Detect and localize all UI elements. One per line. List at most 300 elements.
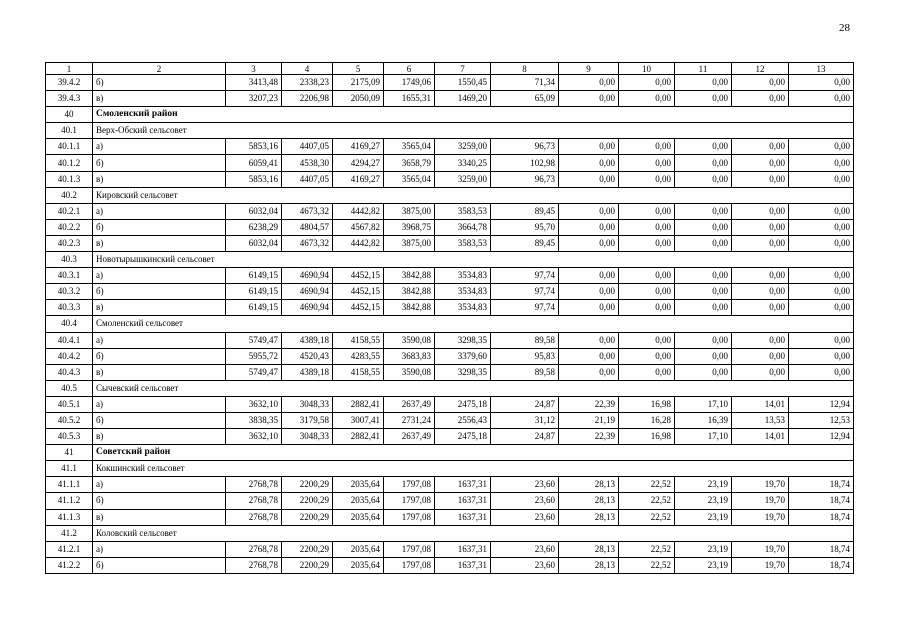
value-cell: 16,98 xyxy=(619,396,675,412)
row-code: 39.4.3 xyxy=(46,91,93,107)
value-cell: 2882,41 xyxy=(333,429,384,445)
column-number-row xyxy=(46,63,854,75)
value-cell: 0,00 xyxy=(732,235,789,251)
value-cell: 0,00 xyxy=(732,364,789,380)
value-cell: 0,00 xyxy=(675,91,732,107)
value-cell: 1469,20 xyxy=(435,91,491,107)
value-cell: 0,00 xyxy=(789,139,854,155)
value-cell: 0,00 xyxy=(675,203,732,219)
table-row xyxy=(46,477,854,493)
row-code: 40.3.2 xyxy=(46,284,93,300)
value-cell: 0,00 xyxy=(559,91,619,107)
value-cell: 3259,00 xyxy=(435,139,491,155)
value-cell: 23,19 xyxy=(675,477,732,493)
value-cell: 3379,60 xyxy=(435,348,491,364)
value-cell: 2200,29 xyxy=(282,477,333,493)
row-subitem: в) xyxy=(93,509,226,525)
value-cell: 3658,79 xyxy=(384,155,435,171)
value-cell: 4690,94 xyxy=(282,268,333,284)
row-subitem: б) xyxy=(93,75,226,91)
value-cell: 3259,00 xyxy=(435,171,491,187)
value-cell: 71,34 xyxy=(491,75,559,91)
row-subitem: в) xyxy=(93,364,226,380)
value-cell: 18,74 xyxy=(789,493,854,509)
value-cell: 2200,29 xyxy=(282,493,333,509)
value-cell: 23,19 xyxy=(675,557,732,573)
row-subitem: а) xyxy=(93,332,226,348)
column-number: 4 xyxy=(282,63,333,75)
row-code: 41.1.1 xyxy=(46,477,93,493)
value-cell: 22,39 xyxy=(559,396,619,412)
value-cell: 18,74 xyxy=(789,477,854,493)
table-row xyxy=(46,268,854,284)
value-cell: 96,73 xyxy=(491,139,559,155)
value-cell: 4673,32 xyxy=(282,203,333,219)
value-cell: 13,53 xyxy=(732,412,789,428)
value-cell: 0,00 xyxy=(619,139,675,155)
value-cell: 95,83 xyxy=(491,348,559,364)
value-cell: 0,00 xyxy=(675,219,732,235)
value-cell: 24,87 xyxy=(491,429,559,445)
value-cell: 89,58 xyxy=(491,364,559,380)
page-number: 28 xyxy=(839,22,850,34)
value-cell: 2637,49 xyxy=(384,396,435,412)
value-cell: 18,74 xyxy=(789,509,854,525)
council-title: Кокшинский сельсовет xyxy=(93,461,854,477)
row-subitem: а) xyxy=(93,541,226,557)
value-cell: 0,00 xyxy=(559,332,619,348)
value-cell: 97,74 xyxy=(491,284,559,300)
value-cell: 0,00 xyxy=(619,171,675,187)
value-cell: 4690,94 xyxy=(282,300,333,316)
row-code: 40.3 xyxy=(46,252,93,268)
row-code: 40.4.3 xyxy=(46,364,93,380)
value-cell: 28,13 xyxy=(559,493,619,509)
value-cell: 3590,08 xyxy=(384,332,435,348)
table-row xyxy=(46,541,854,557)
value-cell: 2882,41 xyxy=(333,396,384,412)
value-cell: 3875,00 xyxy=(384,203,435,219)
value-cell: 23,19 xyxy=(675,541,732,557)
value-cell: 0,00 xyxy=(789,300,854,316)
value-cell: 3683,83 xyxy=(384,348,435,364)
council-row xyxy=(46,380,854,396)
value-cell: 3842,88 xyxy=(384,284,435,300)
value-cell: 2475,18 xyxy=(435,396,491,412)
value-cell: 89,58 xyxy=(491,332,559,348)
value-cell: 3534,83 xyxy=(435,268,491,284)
value-cell: 0,00 xyxy=(559,203,619,219)
table-row xyxy=(46,364,854,380)
row-code: 40.2.1 xyxy=(46,203,93,219)
value-cell: 5853,16 xyxy=(226,171,282,187)
value-cell: 0,00 xyxy=(675,235,732,251)
value-cell: 12,53 xyxy=(789,412,854,428)
value-cell: 3413,48 xyxy=(226,75,282,91)
value-cell: 2200,29 xyxy=(282,509,333,525)
value-cell: 4567,82 xyxy=(333,219,384,235)
row-code: 40.3.3 xyxy=(46,300,93,316)
row-subitem: б) xyxy=(93,284,226,300)
value-cell: 22,52 xyxy=(619,477,675,493)
row-code: 40.1.2 xyxy=(46,155,93,171)
row-code: 40.5.3 xyxy=(46,429,93,445)
value-cell: 0,00 xyxy=(675,171,732,187)
value-cell: 2338,23 xyxy=(282,75,333,91)
value-cell: 3048,33 xyxy=(282,429,333,445)
row-subitem: а) xyxy=(93,477,226,493)
row-code: 40.1.1 xyxy=(46,139,93,155)
row-code: 41.2 xyxy=(46,525,93,541)
value-cell: 0,00 xyxy=(619,364,675,380)
value-cell: 1797,08 xyxy=(384,477,435,493)
value-cell: 0,00 xyxy=(789,268,854,284)
value-cell: 1637,31 xyxy=(435,493,491,509)
value-cell: 4690,94 xyxy=(282,284,333,300)
value-cell: 0,00 xyxy=(675,364,732,380)
value-cell: 3632,10 xyxy=(226,396,282,412)
value-cell: 0,00 xyxy=(619,75,675,91)
value-cell: 6238,29 xyxy=(226,219,282,235)
value-cell: 3207,23 xyxy=(226,91,282,107)
value-cell: 1550,45 xyxy=(435,75,491,91)
value-cell: 2200,29 xyxy=(282,541,333,557)
value-cell: 6149,15 xyxy=(226,268,282,284)
value-cell: 31,12 xyxy=(491,412,559,428)
value-cell: 0,00 xyxy=(732,203,789,219)
value-cell: 1797,08 xyxy=(384,509,435,525)
value-cell: 12,94 xyxy=(789,396,854,412)
value-cell: 22,52 xyxy=(619,509,675,525)
value-cell: 3565,04 xyxy=(384,171,435,187)
row-subitem: в) xyxy=(93,91,226,107)
table-row xyxy=(46,412,854,428)
value-cell: 0,00 xyxy=(789,75,854,91)
value-cell: 19,70 xyxy=(732,557,789,573)
value-cell: 0,00 xyxy=(675,348,732,364)
table-row xyxy=(46,235,854,251)
value-cell: 0,00 xyxy=(789,332,854,348)
council-row xyxy=(46,123,854,139)
table-row xyxy=(46,429,854,445)
value-cell: 6059,41 xyxy=(226,155,282,171)
table-row xyxy=(46,171,854,187)
value-cell: 0,00 xyxy=(732,91,789,107)
column-number: 11 xyxy=(675,63,732,75)
value-cell: 0,00 xyxy=(789,91,854,107)
value-cell: 28,13 xyxy=(559,477,619,493)
value-cell: 0,00 xyxy=(789,171,854,187)
value-cell: 22,52 xyxy=(619,493,675,509)
value-cell: 89,45 xyxy=(491,235,559,251)
value-cell: 0,00 xyxy=(619,332,675,348)
column-number: 12 xyxy=(732,63,789,75)
value-cell: 1637,31 xyxy=(435,509,491,525)
row-subitem: а) xyxy=(93,268,226,284)
value-cell: 19,70 xyxy=(732,509,789,525)
value-cell: 96,73 xyxy=(491,171,559,187)
value-cell: 4407,05 xyxy=(282,139,333,155)
value-cell: 0,00 xyxy=(619,203,675,219)
value-cell: 4452,15 xyxy=(333,284,384,300)
value-cell: 0,00 xyxy=(789,219,854,235)
row-code: 40.5 xyxy=(46,380,93,396)
value-cell: 3842,88 xyxy=(384,300,435,316)
row-subitem: в) xyxy=(93,429,226,445)
row-code: 40.1 xyxy=(46,123,93,139)
row-code: 40.1.3 xyxy=(46,171,93,187)
value-cell: 4442,82 xyxy=(333,235,384,251)
value-cell: 97,74 xyxy=(491,300,559,316)
table-body xyxy=(46,63,854,574)
value-cell: 0,00 xyxy=(559,364,619,380)
council-row xyxy=(46,187,854,203)
value-cell: 2637,49 xyxy=(384,429,435,445)
value-cell: 3179,58 xyxy=(282,412,333,428)
column-number: 9 xyxy=(559,63,619,75)
region-title: Советский район xyxy=(93,445,854,461)
value-cell: 2556,43 xyxy=(435,412,491,428)
value-cell: 23,60 xyxy=(491,541,559,557)
value-cell: 0,00 xyxy=(619,219,675,235)
value-cell: 89,45 xyxy=(491,203,559,219)
value-cell: 0,00 xyxy=(732,75,789,91)
value-cell: 6032,04 xyxy=(226,203,282,219)
row-code: 40.5.2 xyxy=(46,412,93,428)
value-cell: 1655,31 xyxy=(384,91,435,107)
value-cell: 3340,25 xyxy=(435,155,491,171)
value-cell: 102,98 xyxy=(491,155,559,171)
row-code: 40.5.1 xyxy=(46,396,93,412)
value-cell: 6149,15 xyxy=(226,300,282,316)
value-cell: 3664,78 xyxy=(435,219,491,235)
value-cell: 2768,78 xyxy=(226,493,282,509)
row-code: 41.1.2 xyxy=(46,493,93,509)
value-cell: 3534,83 xyxy=(435,300,491,316)
value-cell: 0,00 xyxy=(675,75,732,91)
value-cell: 23,60 xyxy=(491,493,559,509)
value-cell: 0,00 xyxy=(619,91,675,107)
value-cell: 4389,18 xyxy=(282,332,333,348)
value-cell: 0,00 xyxy=(732,348,789,364)
row-subitem: б) xyxy=(93,348,226,364)
value-cell: 2035,64 xyxy=(333,477,384,493)
column-number: 5 xyxy=(333,63,384,75)
value-cell: 1797,08 xyxy=(384,541,435,557)
council-title: Кировский сельсовет xyxy=(93,187,854,203)
value-cell: 0,00 xyxy=(619,268,675,284)
value-cell: 23,60 xyxy=(491,477,559,493)
value-cell: 4294,27 xyxy=(333,155,384,171)
column-number: 3 xyxy=(226,63,282,75)
value-cell: 4452,15 xyxy=(333,268,384,284)
value-cell: 2035,64 xyxy=(333,557,384,573)
column-number: 10 xyxy=(619,63,675,75)
value-cell: 4158,55 xyxy=(333,332,384,348)
council-row xyxy=(46,252,854,268)
value-cell: 3632,10 xyxy=(226,429,282,445)
value-cell: 4169,27 xyxy=(333,171,384,187)
value-cell: 16,28 xyxy=(619,412,675,428)
council-title: Новотырышкинский сельсовет xyxy=(93,252,854,268)
value-cell: 16,39 xyxy=(675,412,732,428)
region-row xyxy=(46,107,854,123)
value-cell: 0,00 xyxy=(732,332,789,348)
row-code: 40.2 xyxy=(46,187,93,203)
value-cell: 1797,08 xyxy=(384,557,435,573)
value-cell: 0,00 xyxy=(559,155,619,171)
council-row xyxy=(46,525,854,541)
value-cell: 28,13 xyxy=(559,541,619,557)
value-cell: 3583,53 xyxy=(435,203,491,219)
region-title: Смоленский район xyxy=(93,107,854,123)
value-cell: 19,70 xyxy=(732,541,789,557)
value-cell: 95,70 xyxy=(491,219,559,235)
column-number: 8 xyxy=(491,63,559,75)
table-row xyxy=(46,300,854,316)
council-title: Смоленский сельсовет xyxy=(93,316,854,332)
table-row xyxy=(46,493,854,509)
value-cell: 0,00 xyxy=(732,139,789,155)
value-cell: 17,10 xyxy=(675,396,732,412)
value-cell: 0,00 xyxy=(675,155,732,171)
value-cell: 3838,35 xyxy=(226,412,282,428)
row-subitem: б) xyxy=(93,219,226,235)
value-cell: 23,60 xyxy=(491,509,559,525)
council-row xyxy=(46,461,854,477)
row-subitem: б) xyxy=(93,493,226,509)
value-cell: 2768,78 xyxy=(226,541,282,557)
value-cell: 23,60 xyxy=(491,557,559,573)
council-title: Верх-Обский сельсовет xyxy=(93,123,854,139)
row-subitem: а) xyxy=(93,203,226,219)
value-cell: 3534,83 xyxy=(435,284,491,300)
value-cell: 4158,55 xyxy=(333,364,384,380)
value-cell: 0,00 xyxy=(619,284,675,300)
value-cell: 0,00 xyxy=(732,219,789,235)
value-cell: 0,00 xyxy=(675,139,732,155)
value-cell: 0,00 xyxy=(559,75,619,91)
value-cell: 5749,47 xyxy=(226,364,282,380)
row-code: 41.2.1 xyxy=(46,541,93,557)
value-cell: 0,00 xyxy=(619,348,675,364)
value-cell: 19,70 xyxy=(732,493,789,509)
table-row xyxy=(46,139,854,155)
row-code: 40.2.2 xyxy=(46,219,93,235)
value-cell: 1797,08 xyxy=(384,493,435,509)
value-cell: 0,00 xyxy=(789,235,854,251)
row-subitem: б) xyxy=(93,557,226,573)
region-row xyxy=(46,445,854,461)
value-cell: 0,00 xyxy=(789,364,854,380)
value-cell: 1749,06 xyxy=(384,75,435,91)
value-cell: 21,19 xyxy=(559,412,619,428)
value-cell: 2050,09 xyxy=(333,91,384,107)
value-cell: 2475,18 xyxy=(435,429,491,445)
column-number: 1 xyxy=(46,63,93,75)
value-cell: 6032,04 xyxy=(226,235,282,251)
value-cell: 22,52 xyxy=(619,541,675,557)
value-cell: 3968,75 xyxy=(384,219,435,235)
value-cell: 14,01 xyxy=(732,396,789,412)
table-row xyxy=(46,557,854,573)
council-title: Коловский сельсовет xyxy=(93,525,854,541)
value-cell: 65,09 xyxy=(491,91,559,107)
value-cell: 0,00 xyxy=(675,300,732,316)
value-cell: 3298,35 xyxy=(435,332,491,348)
value-cell: 4538,30 xyxy=(282,155,333,171)
value-cell: 4804,57 xyxy=(282,219,333,235)
value-cell: 3875,00 xyxy=(384,235,435,251)
row-subitem: а) xyxy=(93,396,226,412)
value-cell: 0,00 xyxy=(675,268,732,284)
value-cell: 2035,64 xyxy=(333,541,384,557)
value-cell: 18,74 xyxy=(789,541,854,557)
column-number: 6 xyxy=(384,63,435,75)
value-cell: 3583,53 xyxy=(435,235,491,251)
value-cell: 4169,27 xyxy=(333,139,384,155)
value-cell: 0,00 xyxy=(619,235,675,251)
value-cell: 24,87 xyxy=(491,396,559,412)
value-cell: 1637,31 xyxy=(435,557,491,573)
value-cell: 3048,33 xyxy=(282,396,333,412)
tariff-table xyxy=(45,62,854,574)
value-cell: 4520,43 xyxy=(282,348,333,364)
row-code: 41.1 xyxy=(46,461,93,477)
council-row xyxy=(46,316,854,332)
value-cell: 0,00 xyxy=(559,268,619,284)
value-cell: 2768,78 xyxy=(226,477,282,493)
value-cell: 4283,55 xyxy=(333,348,384,364)
value-cell: 5955,72 xyxy=(226,348,282,364)
value-cell: 0,00 xyxy=(732,155,789,171)
row-code: 40.4 xyxy=(46,316,93,332)
column-number: 7 xyxy=(435,63,491,75)
row-subitem: в) xyxy=(93,300,226,316)
value-cell: 2206,98 xyxy=(282,91,333,107)
value-cell: 3007,41 xyxy=(333,412,384,428)
column-number: 13 xyxy=(789,63,854,75)
value-cell: 4442,82 xyxy=(333,203,384,219)
table-row xyxy=(46,155,854,171)
table-row xyxy=(46,509,854,525)
row-subitem: в) xyxy=(93,235,226,251)
value-cell: 23,19 xyxy=(675,493,732,509)
row-code: 40.4.1 xyxy=(46,332,93,348)
value-cell: 12,94 xyxy=(789,429,854,445)
table-row xyxy=(46,75,854,91)
table-row xyxy=(46,91,854,107)
row-code: 41.1.3 xyxy=(46,509,93,525)
row-subitem: б) xyxy=(93,155,226,171)
row-code: 41.2.2 xyxy=(46,557,93,573)
value-cell: 0,00 xyxy=(789,203,854,219)
value-cell: 0,00 xyxy=(559,235,619,251)
value-cell: 0,00 xyxy=(559,284,619,300)
value-cell: 0,00 xyxy=(619,155,675,171)
table-row xyxy=(46,219,854,235)
value-cell: 3565,04 xyxy=(384,139,435,155)
table-row xyxy=(46,203,854,219)
value-cell: 0,00 xyxy=(559,300,619,316)
value-cell: 23,19 xyxy=(675,509,732,525)
value-cell: 2035,64 xyxy=(333,509,384,525)
row-subitem: а) xyxy=(93,139,226,155)
value-cell: 14,01 xyxy=(732,429,789,445)
row-code: 40.3.1 xyxy=(46,268,93,284)
value-cell: 19,70 xyxy=(732,477,789,493)
value-cell: 4673,32 xyxy=(282,235,333,251)
